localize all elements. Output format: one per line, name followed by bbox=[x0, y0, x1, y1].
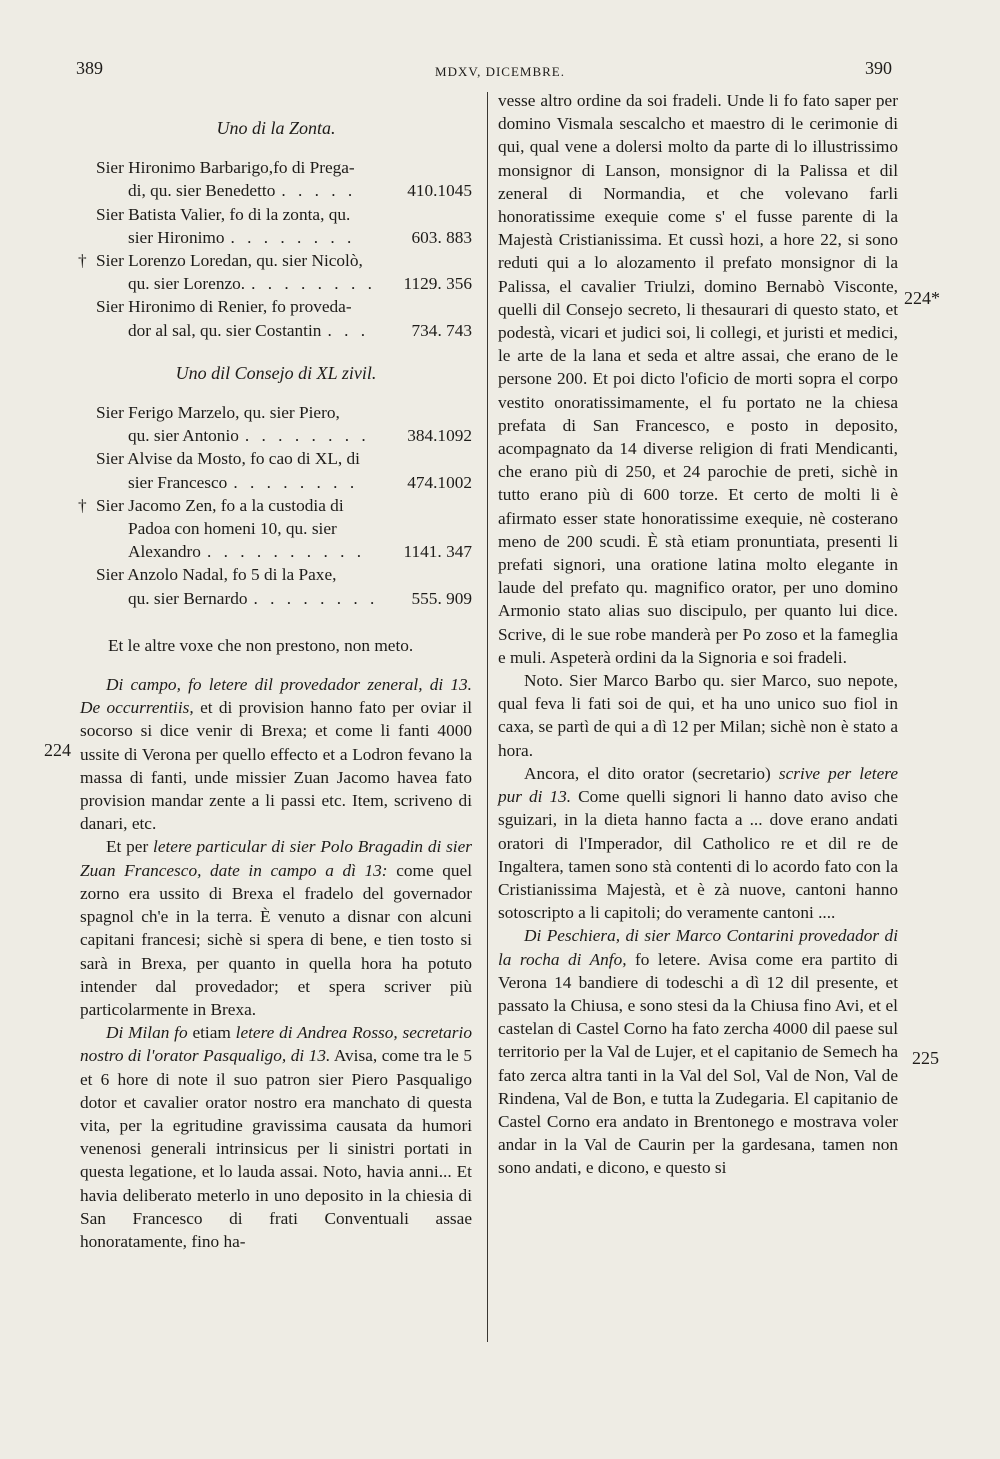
column-divider bbox=[487, 92, 488, 1342]
entry-line: Sier Lorenzo Loredan, qu. sier Nicolò, bbox=[96, 251, 363, 271]
vote-entry: Sier Ferigo Marzelo, qu. sier Piero, qu. sier Antonio . . . . . . . . 384.1092 bbox=[80, 401, 472, 447]
entry-line: Sier Batista Valier, fo di la zonta, qu. bbox=[96, 204, 351, 224]
vote-count: 474.1002 bbox=[407, 472, 472, 492]
entry-line: Sier Alvise da Mosto, fo cao di XL, di bbox=[96, 449, 360, 469]
dagger-mark: † bbox=[78, 251, 87, 271]
vote-entry: † Sier Lorenzo Loredan, qu. sier Nicolò, qu. sier Lorenzo. . . . . . . . . 1129. 356 bbox=[80, 249, 472, 295]
section-title-zonta: Uno di la Zonta. bbox=[216, 118, 336, 138]
entry-name: qu. sier Bernardo bbox=[128, 588, 248, 608]
vote-count: 1129. 356 bbox=[403, 274, 472, 294]
vote-entry: Sier Anzolo Nadal, fo 5 di la Paxe, qu. sier Bernardo . . . . . . . . 555. 909 bbox=[80, 563, 472, 609]
paragraph-letere-particular: Et per letere particular di sier Polo Bragadin di sier Zuan Francesco, date in campo a dì 13: come quel zorno era ussito di Brexa el fradelo del governador spagnol ch'e in la terra. È venuto a disnar con alcuni capitani francesi; sichè si spera di bene, e tien tosto si sarà in Brexa, per quanto in quella hora ha potuto intender dal provedador; et spera scriver più particolarmente in Brexa. bbox=[80, 837, 473, 1019]
right-column bbox=[498, 89, 898, 1180]
entry-name: dor al sal, qu. sier Costantin bbox=[128, 320, 322, 340]
vote-count: 734. 743 bbox=[411, 320, 472, 340]
margin-number-225: 225 bbox=[912, 1048, 939, 1068]
entry-name: di, qu. sier Benedetto bbox=[128, 181, 276, 201]
paragraph-di-campo: Di campo, fo letere dil provedador zeneral, di 13. De occurrentiis, et di provision hanno fato per oviar il socorso si dice venir di Brexa; et come li fanti 4000 ussite di Verona per quello effecto et a Lodron fevano la massa di fanti, unde missier Zuan Jacomo havea fato provision mandar zente a li passi etc. Item, scriveno di danari, etc. bbox=[80, 675, 472, 834]
paragraph-di-milan: Di Milan fo etiam letere di Andrea Rosso, secretario nostro di l'orator Pasqualigo, di 13. Avisa, come tra le 5 et 6 hore di note il suo patron sier Piero Pasqualigo dotor et cavalier orator nostro era manchato di questa vita, per la egritudine gravissima causata da humori venenosi generali intrinsicus per li sinistri portati in questa legatione, et lo lauda assai. Noto, havia anni... Et havia deliberato meterlo in uno deposito in la chiesia di San Francesco di frati Conventuali assae honoratamente, fino ha- bbox=[80, 1023, 472, 1251]
paragraph-di-peschiera: Di Peschiera, di sier Marco Contarini provedador di la rocha di Anfo, fo letere. Avisa come era partito di Verona 14 bandiere di todeschi a dì 12 dil presente, et passato la Chiusa, e sono stesi da la Chiusa fino Avi, et el castelan di Castel Corno ha fato zercha 4000 dil paese sul territorio per la Val de Lujer, et el capitanio de Semech ha fato zerca altra tanti in la Val del Sol, Val de Non, Val de Rindena, Val de Bon, e tutta la Zudegaria. El capitanio de Castel Corno era andato in Brentonego e mostrava voler andar in la Val de Caurin per la gardesana, tamen non sono andati, e dicono, e questo si bbox=[498, 926, 899, 1178]
entry-line: Padoa con homeni 10, qu. sier bbox=[128, 519, 337, 539]
entry-line: Sier Ferigo Marzelo, qu. sier Piero, bbox=[96, 403, 340, 423]
paragraph-exequie: vesse altro ordine da soi fradeli. Unde li fo fato saper per domino Vismala sescalcho et maestro di le cerimonie di qui, qual vene a dolersi molto da parte di lo illustrissimo monsignor di Lanson, monsignor di la Palissa et dil zeneral di Normandia, et che volevano farli honoratissime exequie come s' el fusse parente di la Majestà Cristianissima. Et cussì hozi, a hore 22, si sono reduti qui a lo alozamento il prefato monsignor di la Palissa, el cavalier Triulzi, domino Bernabò Visconte, quelli dil Consejo secreto, li thesaurari di questo stato, et podestà, vicari et judici soi, li collegi, et juristi et medici, le arte de la lana et seda et altre assai, che erano de le persone 200. Et poi dicto l'oficio de morti sopra el corpo vestito onoratissimamente, el fu portato ne la chiesa prefata di San Francesco, e posto in deposito, acompagnato da 14 diverse religion di frati Mendicanti, che erano più di 250, et 24 parochie de preti, sichè in tutto erano più di 600 torze. Et certo de molti li è afirmato esser state honoratissime exequie, nè costerano meno de 200 scudi. È stà etiam pronuntiata, presenti li prefati signori, una oratione latina molto elegante in laude del prefato qu. magnifico orator, per uno domino Armonio stato alias suo discipulo, per quanto lui dice. Scrive, di le sue robe manderà per Po zoso et la fameglia e muli. Aspeterà ordini da la Signoria e soi fradeli. bbox=[498, 91, 898, 667]
margin-number-224-star: 224* bbox=[904, 288, 940, 308]
left-column bbox=[80, 89, 472, 1253]
entry-line: Sier Hironimo di Renier, fo proveda- bbox=[96, 297, 352, 317]
vote-entry: Sier Batista Valier, fo di la zonta, qu. sier Hironimo . . . . . . . . 603. 883 bbox=[80, 203, 472, 249]
section-title-consejo: Uno dil Consejo di XL zivil. bbox=[175, 362, 377, 383]
vote-entry: Sier Hironimo di Renier, fo proveda- dor al sal, qu. sier Costantin . . . 734. 743 bbox=[80, 295, 472, 341]
entry-name: Alexandro bbox=[128, 542, 201, 562]
margin-number-224-left: 224 bbox=[44, 740, 71, 760]
paragraph-ancora: Ancora, el dito orator (secretario) scrive per letere pur di 13. Come quelli signori li hanno dato aviso che sguizari, in la dieta hanno facta a ... dove erano andati oratori di l'Imperador, dil Catholico re et dil re de Ingaltera, tamen sono stà contenti di lo acordo fato con la Cristianissima Majestà, et è zà nuove, cantoni hanno sotoscripto a li capitoli; do veramente cantoni .... bbox=[498, 763, 898, 923]
left-page-number: 389 bbox=[76, 58, 103, 78]
entry-name: sier Hironimo bbox=[128, 227, 225, 247]
vote-count: 410.1045 bbox=[407, 181, 472, 201]
vote-count: 555. 909 bbox=[411, 588, 472, 608]
running-header: MDXV, DICEMBRE. bbox=[435, 64, 565, 79]
vote-count: 603. 883 bbox=[411, 227, 472, 247]
vote-entry: † Sier Jacomo Zen, fo a la custodia di Padoa con homeni 10, qu. sier Alexandro . . . . . . . . . . 1141. 347 bbox=[80, 494, 472, 564]
dagger-mark: † bbox=[78, 495, 87, 515]
entry-line: Sier Anzolo Nadal, fo 5 di la Paxe, bbox=[96, 565, 337, 585]
entry-line: Sier Hironimo Barbarigo,fo di Prega- bbox=[96, 158, 355, 178]
paragraph-noto-barbo: Noto. Sier Marco Barbo qu. sier Marco, suo nepote, qual feva li fati soi de qui, et ha uno unico suo fiol in caxa, se partì de qui a dì 12 per Milan; sichè non è stato a hora. bbox=[498, 671, 898, 760]
closing-note: Et le altre voxe che non prestono, non meto. bbox=[108, 635, 414, 655]
vote-count: 384.1092 bbox=[407, 426, 472, 446]
vote-count: 1141. 347 bbox=[403, 542, 472, 562]
entry-line: Sier Jacomo Zen, fo a la custodia di bbox=[96, 495, 344, 515]
entry-name: sier Francesco bbox=[128, 472, 228, 492]
entry-name: qu. sier Lorenzo. bbox=[128, 274, 246, 294]
vote-entry: Sier Alvise da Mosto, fo cao di XL, di sier Francesco . . . . . . . . 474.1002 bbox=[80, 447, 472, 493]
vote-entry: Sier Hironimo Barbarigo,fo di Prega- di, qu. sier Benedetto . . . . . 410.1045 bbox=[80, 156, 472, 202]
entry-name: qu. sier Antonio bbox=[128, 426, 239, 446]
right-page-number: 390 bbox=[865, 58, 892, 78]
